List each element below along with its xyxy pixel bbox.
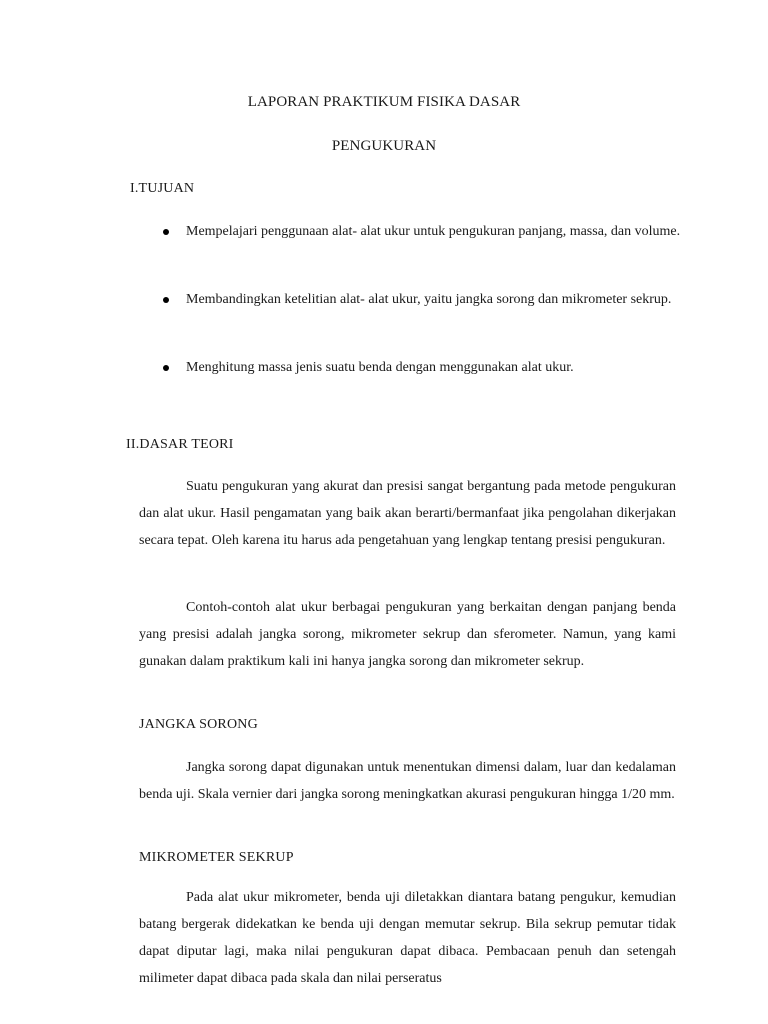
subheading-mikrometer-sekrup: MIKROMETER SEKRUP xyxy=(139,850,294,865)
document-title: LAPORAN PRAKTIKUM FISIKA DASAR xyxy=(247,94,521,110)
subheading-jangka-sorong: JANGKA SORONG xyxy=(139,717,258,732)
paragraph: Contoh-contoh alat ukur berbagai pengukuran yang berkaitan dengan panjang benda yang presisi adalah jangka sorong, mikrometer sekrup dan sferometer. Namun, yang kami gunakan dalam praktikum kali ini hanya jangka sorong dan mikrometer sekrup. xyxy=(139,600,676,669)
paragraph: Jangka sorong dapat digunakan untuk menentukan dimensi dalam, luar dan kedalaman benda uji. Skala vernier dari jangka sorong meningkatkan akurasi pengukuran hingga 1/20 mm. xyxy=(139,760,676,802)
bullet-text: Mempelajari penggunaan alat- alat ukur untuk pengukuran panjang, massa, dan volume. xyxy=(186,224,681,239)
bullet-icon xyxy=(163,297,169,303)
paragraph: Pada alat ukur mikrometer, benda uji diletakkan diantara batang pengukur, kemudian batang bergerak didekatkan ke benda uji dengan memutar sekrup. Bila sekrup pemutar tidak dapat diputar lagi, maka nilai pengukuran dapat dibaca. Pembacaan penuh dan setengah milimeter dapat dibaca pada skala dan nilai perseratus xyxy=(139,890,676,986)
bullet-text: Menghitung massa jenis suatu benda dengan menggunakan alat ukur. xyxy=(186,360,574,375)
bullet-item xyxy=(158,286,704,313)
bullet-text: Membandingkan ketelitian alat- alat ukur, yaitu jangka sorong dan mikrometer sekrup. xyxy=(186,292,672,307)
bullet-item xyxy=(158,218,704,245)
bullet-icon xyxy=(163,229,169,235)
section-heading-dasar-teori: II.DASAR TEORI xyxy=(126,437,234,452)
document-subtitle: PENGUKURAN xyxy=(331,138,437,154)
section-heading-tujuan: I.TUJUAN xyxy=(130,181,195,196)
paragraph: Suatu pengukuran yang akurat dan presisi sangat bergantung pada metode pengukuran dan alat ukur. Hasil pengamatan yang baik akan berarti/bermanfaat jika pengolahan dikerjakan secara tepat. Oleh karena itu harus ada pengetahuan yang lengkap tentang presisi pengukuran. xyxy=(139,479,676,548)
bullet-item xyxy=(158,354,704,381)
bullet-icon xyxy=(163,365,169,371)
